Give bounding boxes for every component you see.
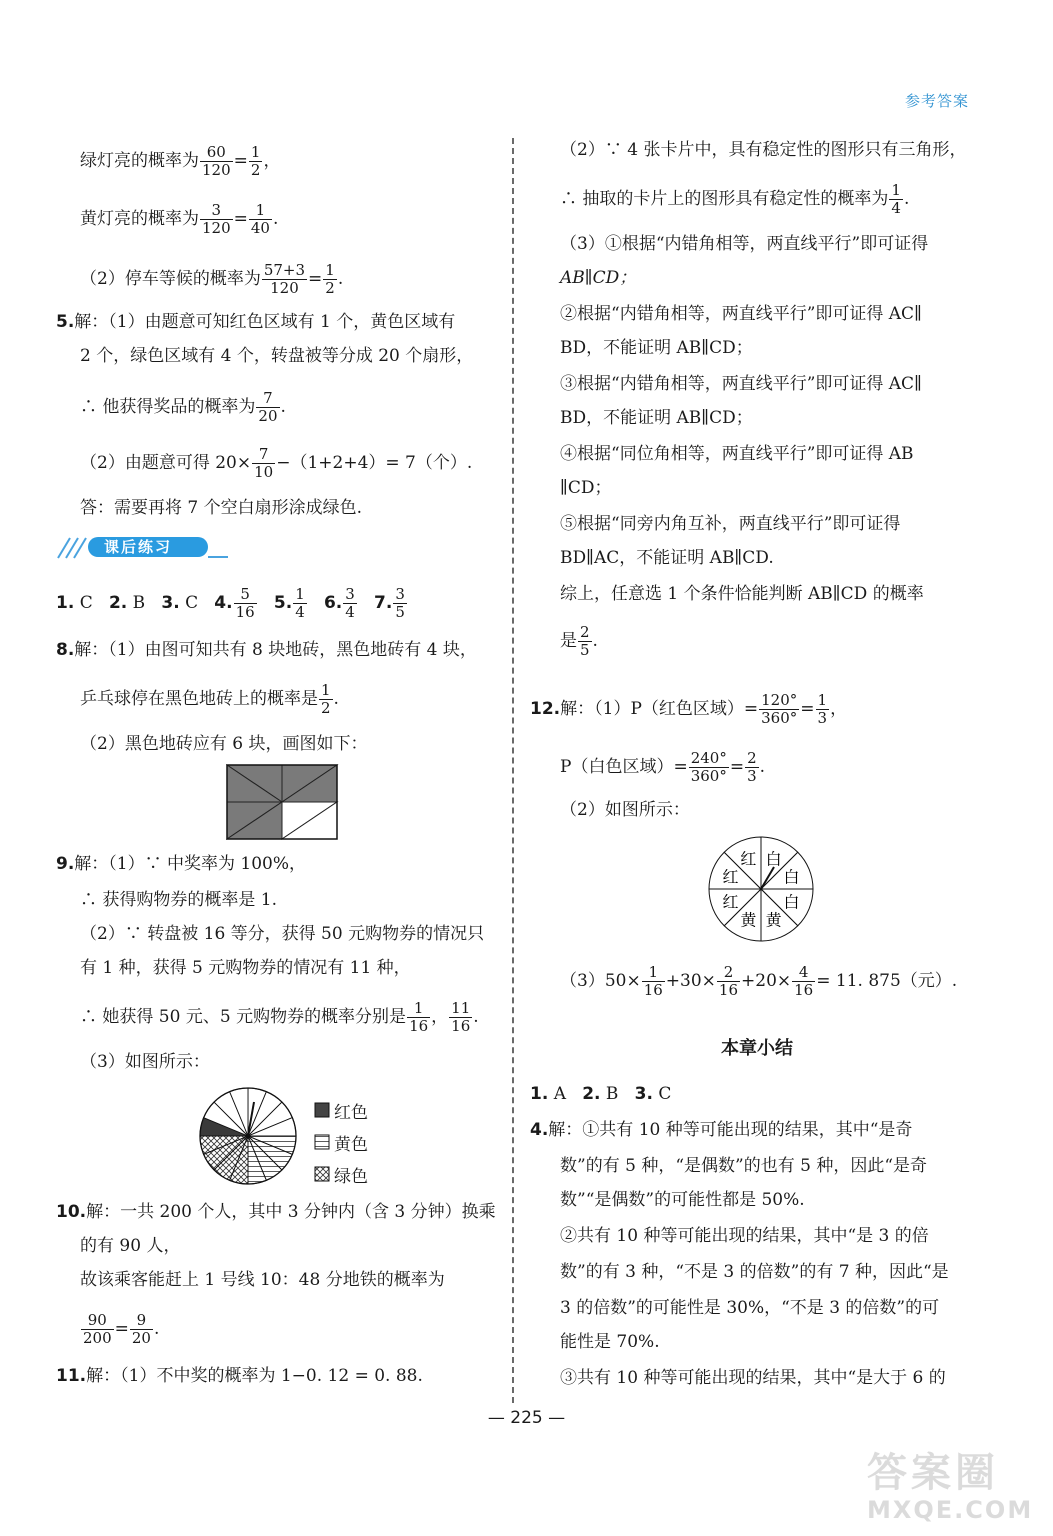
q4-line-5: 数”的有 3 种，“不是 3 的倍数”的有 7 种，因此“是 <box>560 1262 949 1282</box>
fraction: $\frac{90}{200}$ <box>83 1311 112 1347</box>
q5-line-2: 2 个，绿色区域有 4 个，转盘被等分成 20 个扇形， <box>80 346 474 366</box>
banner-title: 课后练习 <box>104 538 173 556</box>
q4-line-2: 数”的有 5 种，“是偶数”的也有 5 种，因此“是奇 <box>560 1156 928 1176</box>
header-tag: 参考答案 <box>904 92 969 110</box>
q10-line-2: 的有 90 人， <box>80 1236 181 1256</box>
legend-swatch-yellow <box>314 1134 330 1150</box>
q8-line-3: （2）黑色地砖应有 6 块，画图如下： <box>80 734 368 754</box>
spinner-label: 红 <box>722 892 739 912</box>
q8-line-1: 8.解：（1）由图可知共有 8 块地砖，黑色地砖有 4 块， <box>56 640 477 660</box>
q5-line-3: ∴ 他获得奖品的概率为 $\frac{7}{20}$ . <box>80 389 286 425</box>
r-line-3: （3）①根据“内错角相等，两直线平行”即可证得 <box>560 234 929 254</box>
fraction: $\frac{3}{5}$ <box>395 585 405 621</box>
legend <box>314 1094 368 1190</box>
q8-line-2: 乒乓球停在黑色地砖上的概率是 $\frac{1}{2}$ . <box>80 681 339 717</box>
q9-line-3: （2）∵ 转盘被 16 等分，获得 50 元购物券的情况只 <box>80 924 485 944</box>
r-line-8: BD，不能证明 AB∥CD； <box>560 408 753 428</box>
fraction: $\frac{3}{120}$ <box>202 201 231 237</box>
r-line-11: ⑤根据“同旁内角互补，两直线平行”即可证得 <box>560 514 901 534</box>
r-line-13: 综上，任意选 1 个条件恰能判断 AB∥CD 的概率 <box>560 584 924 604</box>
fraction: $\frac{1}{4}$ <box>891 181 901 217</box>
summary-answers-row: 1. A 2. B 3. C <box>530 1084 672 1104</box>
spinner-8-diagram <box>706 834 816 944</box>
q9-line-2: ∴ 获得购物券的概率是 1. <box>80 890 278 910</box>
fraction: $\frac{2}{5}$ <box>580 623 590 659</box>
q5-line-5: 答：需要再将 7 个空白扇形涂成绿色. <box>80 498 363 518</box>
fraction: $\frac{120^\circ}{360^\circ}$ <box>761 691 798 727</box>
legend-item-yellow: 黄色 <box>314 1126 368 1158</box>
fraction: $\frac{1}{2}$ <box>325 261 335 297</box>
q10-line-3: 故该乘客能赶上 1 号线 10：48 分地铁的概率为 <box>80 1270 445 1290</box>
r-line-10: ∥CD； <box>560 478 612 498</box>
answers-row: 1. C 2. B 3. C 4. $\frac{5}{16}$ 5. $\frac{1}{4}$ 6. $\frac{3}{4}$ 7. $\frac{3}{5}$ <box>56 585 405 621</box>
page-number: — 225 — <box>487 1408 566 1428</box>
floor-tile-diagram <box>226 764 342 840</box>
q5-line-1: 5.解：（1）由题意可知红色区域有 1 个，黄色区域有 <box>56 312 456 332</box>
r-line-12: BD∥AC，不能证明 AB∥CD. <box>560 548 774 568</box>
fraction: $\frac{1}{16}$ <box>409 999 429 1035</box>
q11-line-1: 11.解：（1）不中奖的概率为 1−0. 12 = 0. 88. <box>56 1366 423 1386</box>
q4-line-4: ②共有 10 种等可能出现的结果，其中“是 3 的倍 <box>560 1226 929 1246</box>
section-banner <box>56 534 228 560</box>
legend-item-green: 绿色 <box>314 1158 368 1190</box>
fraction: $\frac{1}{2}$ <box>250 143 261 179</box>
spinner-label: 白 <box>783 867 800 887</box>
spinner-label: 红 <box>722 867 739 887</box>
column-divider <box>512 138 514 1403</box>
spinner-label: 红 <box>740 849 757 869</box>
q4-line-6: 3 的倍数”的可能性是 30%，“不是 3 的倍数”的可 <box>560 1298 940 1318</box>
q4-line-1: 4.解：①共有 10 种等可能出现的结果，其中“是奇 <box>530 1120 913 1140</box>
q5-line-4: （2）由题意可得 20× $\frac{7}{10}$ −（1+2+4）= 7（个）. <box>80 445 473 481</box>
green-light-line: 绿灯亮的概率为 $\frac{60}{120}$ = $\frac{1}{2}$ ， <box>80 143 281 179</box>
q12-line-3: （2）如图所示： <box>560 800 690 820</box>
legend-swatch-green <box>314 1166 330 1182</box>
fraction: $\frac{57+3}{120}$ <box>263 261 306 297</box>
spinner-label: 白 <box>783 892 800 912</box>
legend-item-red: 红色 <box>314 1094 368 1126</box>
r-line-5: ②根据“内错角相等，两直线平行”即可证得 AC∥ <box>560 304 922 324</box>
yellow-light-line: 黄灯亮的概率为 $\frac{3}{120}$ = $\frac{1}{40}$ . <box>80 201 279 237</box>
r-line-9: ④根据“同位角相等，两直线平行”即可证得 AB <box>560 444 914 464</box>
q4-line-7: 能性是 70%. <box>560 1332 660 1352</box>
fraction: $\frac{1}{3}$ <box>817 691 828 727</box>
watermark-text-cn: 答案圈 <box>867 1450 999 1496</box>
fraction: $\frac{11}{16}$ <box>451 999 471 1035</box>
q10-line-1: 10.解：一共 200 个人，其中 3 分钟内（含 3 分钟）换乘 <box>56 1202 496 1222</box>
fraction: $\frac{60}{120}$ <box>202 143 231 179</box>
fraction: $\frac{9}{20}$ <box>131 1311 151 1347</box>
q12-line-2: P（白色区域）= $\frac{240^\circ}{360^\circ}$ = $\frac{2}{3}$ . <box>560 749 766 785</box>
fraction: $\frac{3}{4}$ <box>345 585 355 621</box>
fraction: $\frac{1}{40}$ <box>250 201 270 237</box>
watermark-logo <box>867 1450 1037 1530</box>
fraction: $\frac{2}{16}$ <box>718 963 739 999</box>
legend-swatch-red <box>314 1102 330 1118</box>
fraction: $\frac{1}{4}$ <box>295 585 305 621</box>
fraction: $\frac{7}{10}$ <box>254 445 274 481</box>
spinner-label: 黄 <box>765 910 782 930</box>
fraction: $\frac{5}{16}$ <box>235 585 255 621</box>
r-line-7: ③根据“内错角相等，两直线平行”即可证得 AC∥ <box>560 374 922 394</box>
q9-line-4: 有 1 种，获得 5 元购物券的情况有 11 种， <box>80 958 411 978</box>
q4-line-3: 数”“是偶数”的可能性都是 50%. <box>560 1190 805 1210</box>
r-line-6: BD，不能证明 AB∥CD； <box>560 338 753 358</box>
q12-line-1: 12.解：（1）P（红色区域）= $\frac{120^\circ}{360^\circ}$ = $\frac{1}{3}$ ， <box>530 691 848 727</box>
r-line-14: 是 $\frac{2}{5}$ . <box>560 623 598 659</box>
spinner-label: 白 <box>765 849 782 869</box>
fraction: $\frac{2}{3}$ <box>747 749 757 785</box>
r-line-2: ∴ 抽取的卡片上的图形具有稳定性的概率为 $\frac{1}{4}$ . <box>560 181 910 217</box>
summary-title: 本章小结 <box>721 1038 793 1059</box>
fraction: $\frac{4}{16}$ <box>794 963 814 999</box>
r-line-1: （2）∵ 4 张卡片中，具有稳定性的图形只有三角形， <box>560 140 967 160</box>
q12-line-4: （3）50× $\frac{1}{16}$ +30× $\frac{2}{16}$ +20× $\frac{4}{16}$ = 11. 875（元）. <box>560 963 958 999</box>
q4-line-8: ③共有 10 种等可能出现的结果，其中“是大于 6 的 <box>560 1368 946 1388</box>
wait-line: （2）停车等候的概率为 $\frac{57+3}{120}$ = $\frac{1}{2}$ . <box>80 261 344 297</box>
fraction: $\frac{240^\circ}{360^\circ}$ <box>690 749 727 785</box>
spinner-label: 黄 <box>740 910 757 930</box>
fraction: $\frac{7}{20}$ <box>258 389 278 425</box>
watermark-text-en: MXQE.COM <box>867 1496 1034 1524</box>
q10-line-4: $\frac{90}{200}$ = $\frac{9}{20}$ . <box>83 1311 160 1347</box>
q9-line-1: 9.解：（1）∵ 中奖率为 100%， <box>56 854 307 874</box>
fraction: $\frac{1}{16}$ <box>643 963 663 999</box>
fraction: $\frac{1}{2}$ <box>321 681 331 717</box>
q9-line-6: （3）如图所示： <box>80 1052 210 1072</box>
r-line-4: AB∥CD； <box>560 268 637 288</box>
spinner-16-diagram <box>196 1084 300 1188</box>
q9-line-5: ∴ 她获得 50 元、5 元购物券的概率分别是 $\frac{1}{16}$ ， $\frac{11}{16}$ . <box>80 999 479 1035</box>
